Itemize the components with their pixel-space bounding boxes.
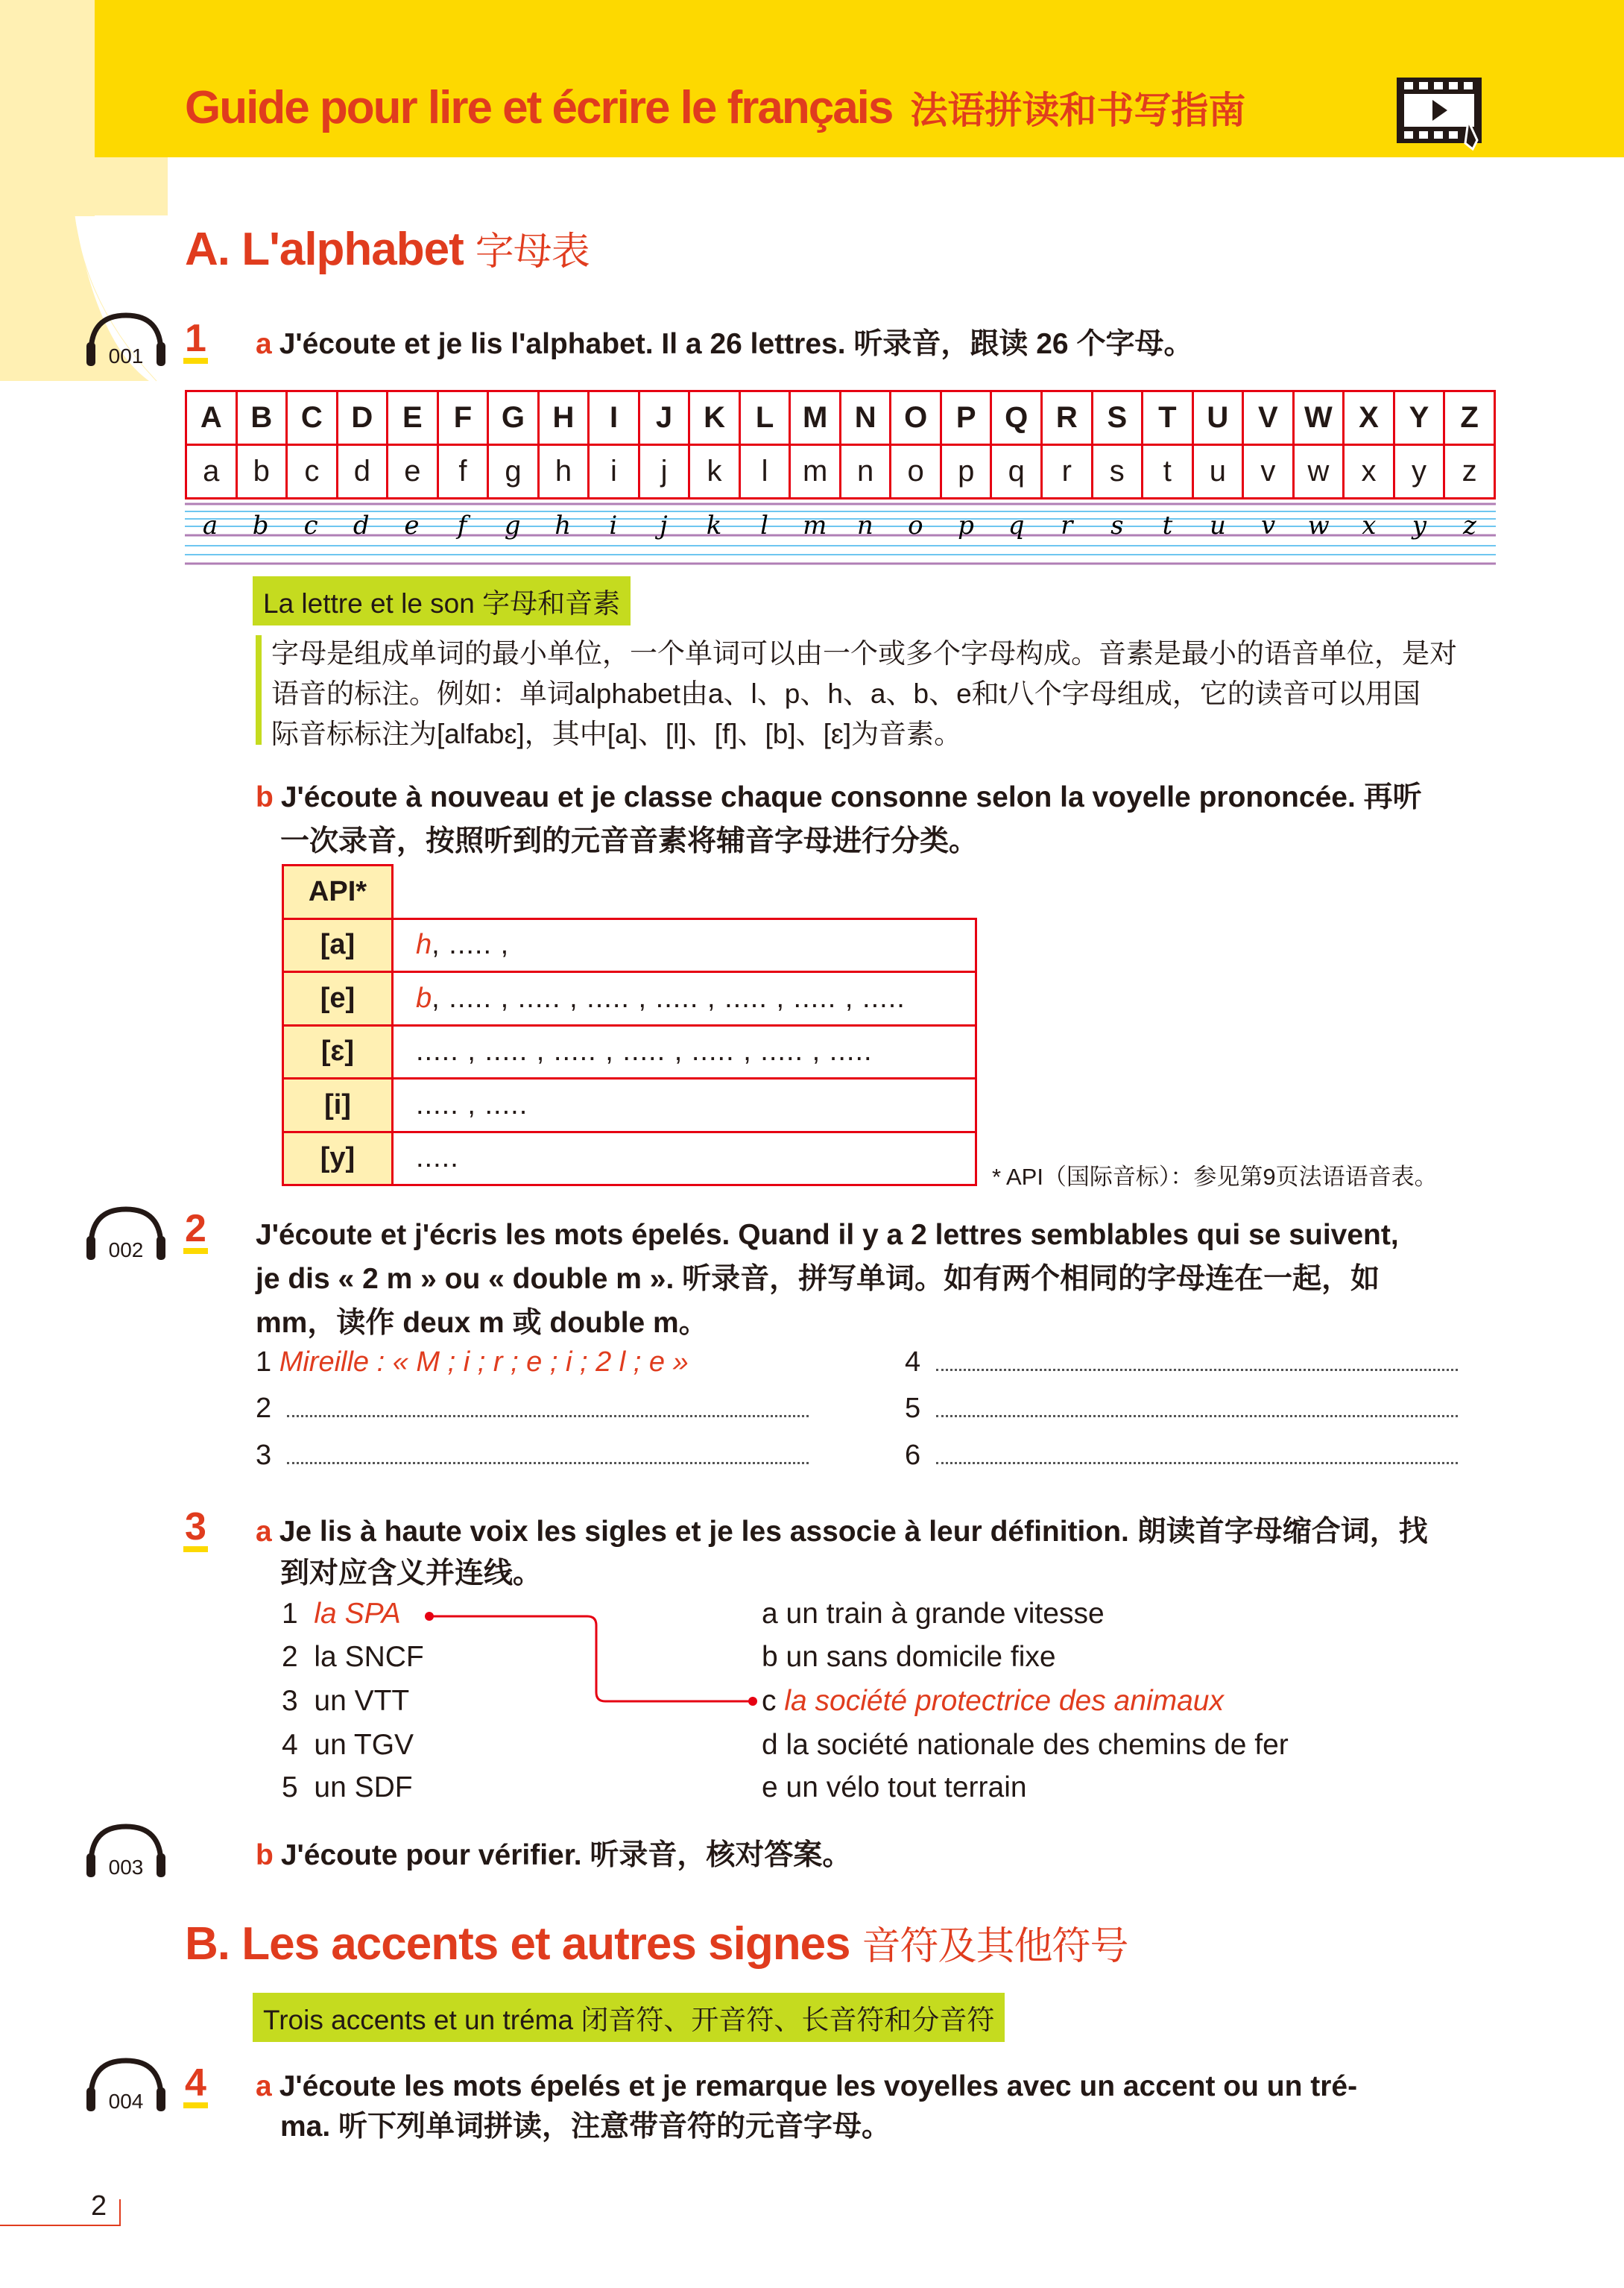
uppercase-letter: D (337, 391, 388, 445)
phoneme: [a] (283, 918, 393, 972)
blank-line[interactable] (287, 1415, 809, 1417)
headphones-icon (82, 1821, 170, 1880)
answer-line[interactable] (905, 1393, 1458, 1425)
svg-text:003: 003 (108, 1856, 144, 1879)
phoneme: [ɛ] (283, 1025, 393, 1079)
exercise-1a-instruction: a J'écoute et je lis l'alphabet. Il a 26 lettres. 听录音，跟读 26 个字母。 (256, 328, 1193, 360)
lowercase-letter: h (538, 445, 589, 499)
headphones-icon (82, 1203, 170, 1263)
uppercase-letter: W (1293, 391, 1344, 445)
lowercase-letter: b (236, 445, 287, 499)
example-answer: h (416, 929, 432, 961)
answer-cell[interactable] (393, 972, 976, 1026)
uppercase-letter: N (840, 391, 891, 445)
audio-track-004[interactable] (82, 2055, 170, 2118)
note-line: 字母是组成单词的最小单位，一个单词可以由一个或多个字母构成。音素是最小的语音单位，是对 (271, 638, 1457, 669)
lowercase-letter: q (991, 445, 1042, 499)
item-number: 4 (282, 1729, 298, 1761)
blank-line[interactable] (287, 1462, 809, 1464)
lowercase-letter: r (1042, 445, 1093, 499)
example-answer: b (416, 982, 432, 1014)
uppercase-letter: Q (991, 391, 1042, 445)
cursive-letter: l (760, 511, 769, 541)
uppercase-letter: M (790, 391, 841, 445)
api-row (283, 1079, 976, 1132)
lowercase-letter: n (840, 445, 891, 499)
answer-line[interactable] (256, 1393, 809, 1425)
lowercase-letter: o (891, 445, 941, 499)
api-classification-table (282, 864, 977, 1186)
answer-cell[interactable] (393, 1079, 976, 1132)
definition-text: la société protectrice des animaux (784, 1685, 1224, 1717)
answer-line[interactable] (905, 1440, 1458, 1472)
lowercase-letter: z (1444, 445, 1495, 499)
cursive-letter: d (353, 511, 370, 541)
cursive-letter: o (908, 511, 923, 541)
svg-text:002: 002 (108, 1238, 144, 1261)
answer-cell[interactable] (393, 1132, 976, 1185)
cursive-letter: c (303, 511, 318, 541)
uppercase-letter: P (941, 391, 991, 445)
api-row (283, 1132, 976, 1185)
audio-track-003[interactable] (82, 1821, 170, 1884)
lowercase-letter: t (1143, 445, 1193, 499)
item-letter: d (762, 1729, 778, 1761)
cursive-letter: q (1008, 511, 1025, 541)
lowercase-letter: p (941, 445, 991, 499)
acronym-item[interactable] (282, 1771, 413, 1804)
blank-dots: ..... , ..... , ..... , ..... , ..... , ..... , ..... (416, 1036, 873, 1068)
blank-line[interactable] (936, 1369, 1458, 1371)
blank-dots: , ..... , ..... , ..... , ..... , ..... , ..... , ..... (432, 982, 906, 1014)
page-number-rule-tick (119, 2199, 121, 2226)
lowercase-letter: l (739, 445, 790, 499)
lowercase-letter: d (337, 445, 388, 499)
page-number: 2 (91, 2190, 107, 2222)
definition-text: un sans domicile fixe (786, 1641, 1056, 1673)
exercise-number: 3 (183, 1507, 208, 1552)
uppercase-letter: T (1143, 391, 1193, 445)
item-number: 5 (282, 1771, 298, 1803)
exercise-3b-instruction: b J'écoute pour vérifier. 听录音，核对答案。 (256, 1839, 852, 1871)
cursive-letter: r (1061, 511, 1073, 541)
api-row (283, 918, 976, 972)
accents-label: Trois accents et un tréma 闭音符、开音符、长音符和分音符 (253, 1993, 1005, 2042)
audio-track-002[interactable] (82, 1203, 170, 1267)
lowercase-letter: m (790, 445, 841, 499)
answer-number: 1 (256, 1346, 272, 1378)
lowercase-letter: a (186, 445, 237, 499)
lowercase-letter: e (388, 445, 438, 499)
definition-text: la société nationale des chemins de fer (786, 1729, 1289, 1761)
svg-text:001: 001 (108, 344, 144, 368)
cursive-letter: p (958, 511, 974, 541)
uppercase-letter: Z (1444, 391, 1495, 445)
uppercase-letter: V (1243, 391, 1294, 445)
api-footnote: * API（国际音标）：参见第9页法语语音表。 (992, 1164, 1438, 1190)
exercise-2-instruction: J'écoute et j'écris les mots épelés. Quand il y a 2 lettres semblables qui se suivent, je dis « 2 m » ou « double m ». 听录音，拼写单词。如有两个相同的字母连在一起，如 mm，读作 deux m 或 double m。 (256, 1219, 1399, 1339)
lowercase-letter: j (639, 445, 689, 499)
definition-item[interactable] (762, 1685, 1224, 1718)
phoneme: [e] (283, 972, 393, 1026)
definition-item[interactable] (762, 1729, 1289, 1762)
acronym-text: la SPA (314, 1598, 401, 1630)
letter-sound-label: La lettre et le son 字母和音素 (253, 576, 631, 625)
cursive-letter: w (1307, 511, 1330, 541)
acronym-item[interactable] (282, 1729, 414, 1762)
cursive-letter: e (404, 511, 420, 541)
phoneme: [i] (283, 1079, 393, 1132)
item-letter: a (762, 1598, 778, 1630)
api-row (283, 1025, 976, 1079)
headphones-icon (82, 2055, 170, 2114)
lowercase-letter: x (1344, 445, 1394, 499)
cursive-letter: x (1362, 511, 1377, 541)
definition-text: un train à grande vitesse (786, 1598, 1105, 1630)
acronym-text: la SNCF (314, 1641, 424, 1673)
blank-dots: ..... , ..... (416, 1088, 528, 1121)
answer-number: 4 (905, 1346, 921, 1378)
uppercase-letter: Y (1394, 391, 1444, 445)
cursive-letter: n (856, 511, 873, 541)
item-number: 3 (282, 1685, 298, 1717)
cursive-letter: j (660, 511, 668, 541)
alphabet-table (185, 390, 1496, 499)
cursive-letter: s (1110, 511, 1124, 541)
cursive-letter: h (555, 511, 572, 541)
film-play-icon[interactable] (1395, 76, 1488, 151)
uppercase-letter: A (186, 391, 237, 445)
answer-number: 3 (256, 1440, 272, 1471)
phoneme: [y] (283, 1132, 393, 1185)
answer-cell[interactable] (393, 1025, 976, 1079)
svg-text:004: 004 (108, 2090, 144, 2113)
api-row (283, 972, 976, 1026)
cursive-letter: i (609, 511, 618, 541)
item-number: 2 (282, 1641, 298, 1673)
answer-line[interactable] (256, 1440, 809, 1472)
answer-line[interactable] (256, 1346, 689, 1378)
uppercase-letter: F (437, 391, 488, 445)
acronym-item[interactable] (282, 1598, 401, 1630)
answer-number: 5 (905, 1393, 921, 1424)
exercise-number: 4 (183, 2064, 208, 2108)
uppercase-letter: G (488, 391, 539, 445)
uppercase-letter: I (589, 391, 639, 445)
lowercase-letter: v (1243, 445, 1294, 499)
uppercase-letter: X (1344, 391, 1394, 445)
section-a-heading: A. L'alphabet 字母表 (185, 224, 590, 275)
audio-track-001[interactable] (82, 309, 170, 373)
cursive-letter: b (252, 511, 269, 541)
cursive-letter: u (1210, 511, 1226, 541)
exercise-1b-instruction: b J'écoute à nouveau et je classe chaque consonne selon la voyelle prononcée. 再听 一次录音，按照听到的元音音素将辅音字母进行分类。 (256, 781, 1422, 857)
acronym-item[interactable] (282, 1641, 424, 1674)
uppercase-letter: B (236, 391, 287, 445)
cursive-letter: k (706, 511, 722, 541)
lowercase-letter: g (488, 445, 539, 499)
definition-item[interactable] (762, 1598, 1105, 1630)
uppercase-letter: J (639, 391, 689, 445)
uppercase-letter: S (1092, 391, 1143, 445)
blank-dots: ..... (416, 1142, 459, 1174)
cursive-letter: g (504, 511, 521, 541)
answer-number: 6 (905, 1440, 921, 1471)
uppercase-letter: R (1042, 391, 1093, 445)
definition-item[interactable] (762, 1771, 1027, 1804)
lowercase-letter: y (1394, 445, 1444, 499)
uppercase-letter: K (689, 391, 740, 445)
letter-sound-note (271, 634, 1457, 754)
page-number-rule (0, 2225, 121, 2226)
definition-text: un vélo tout terrain (786, 1771, 1027, 1803)
answer-cell[interactable] (393, 918, 976, 972)
answer-line[interactable] (905, 1346, 1458, 1378)
exercise-3a-instruction: a Je lis à haute voix les sigles et je les associe à leur définition. 朗读首字母缩合词，找 到对应含义并连线。 (256, 1516, 1428, 1589)
exercise-number: 2 (183, 1209, 208, 1254)
uppercase-letter: H (538, 391, 589, 445)
lowercase-letter: f (437, 445, 488, 499)
uppercase-letter: U (1192, 391, 1243, 445)
cursive-letter: m (803, 511, 827, 541)
headphones-icon (82, 309, 170, 369)
lowercase-letter: w (1293, 445, 1344, 499)
page-title: Guide pour lire et écrire le français 法语拼读和书写指南 (185, 82, 1246, 133)
cursive-alphabet-row (185, 501, 1496, 565)
cursive-letter: v (1260, 511, 1276, 541)
cursive-letter: y (1412, 511, 1427, 541)
cursive-letter: a (202, 511, 218, 541)
note-line: 际音标标注为[alfabɛ]，其中[a]、[l]、[f]、[b]、[ɛ]为音素。 (271, 719, 962, 749)
acronym-text: un SDF (314, 1771, 413, 1803)
lowercase-letter: i (589, 445, 639, 499)
section-b-heading: B. Les accents et autres signes 音符及其他符号 (185, 1918, 1128, 1970)
note-bar (256, 635, 262, 745)
exercise-number: 1 (183, 319, 208, 364)
item-letter: c (762, 1685, 777, 1717)
blank-dots: , ..... , (432, 929, 510, 961)
api-header: API* (283, 866, 393, 919)
uppercase-letter: E (388, 391, 438, 445)
blank-line[interactable] (936, 1415, 1458, 1417)
cursive-letter: f (457, 511, 467, 541)
lowercase-letter: u (1192, 445, 1243, 499)
lowercase-letter: s (1092, 445, 1143, 499)
item-letter: e (762, 1771, 778, 1803)
note-line: 语音的标注。例如：单词alphabet由a、l、p、h、a、b、e和t八个字母组成，它的读音可以用国 (271, 678, 1421, 709)
answer-number: 2 (256, 1393, 272, 1424)
uppercase-letter: O (891, 391, 941, 445)
item-number: 1 (282, 1598, 298, 1630)
blank-line[interactable] (936, 1462, 1458, 1464)
acronym-text: un VTT (314, 1685, 410, 1717)
exercise-4a-instruction: a J'écoute les mots épelés et je remarque les voyelles avec un accent ou un tré- ma. 听下列单词拼读，注意带音符的元音字母。 (256, 2070, 1358, 2143)
lowercase-letter: k (689, 445, 740, 499)
acronym-text: un TGV (314, 1729, 414, 1761)
example-answer: Mireille : « M ; i ; r ; e ; i ; 2 l ; e » (279, 1346, 689, 1378)
match-connector-line[interactable] (417, 1603, 760, 1715)
cursive-letter: t (1162, 511, 1173, 541)
uppercase-letter: L (739, 391, 790, 445)
acronym-item[interactable] (282, 1685, 409, 1718)
cursive-letter: z (1463, 511, 1476, 541)
lowercase-letter: c (287, 445, 338, 499)
definition-item[interactable] (762, 1641, 1056, 1674)
uppercase-letter: C (287, 391, 338, 445)
item-letter: b (762, 1641, 778, 1673)
